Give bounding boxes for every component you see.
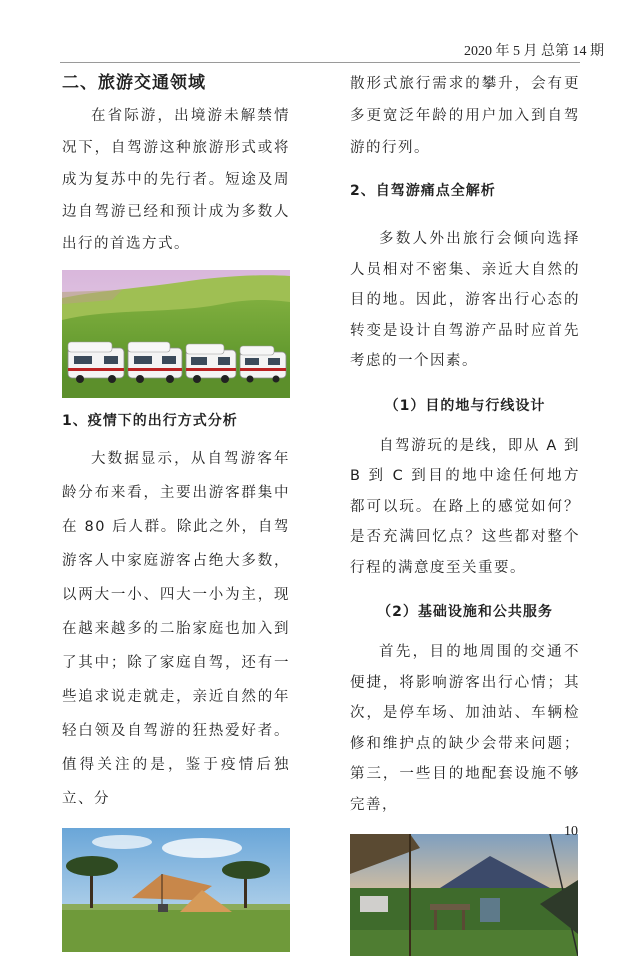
- rv-photo: [62, 270, 290, 398]
- left-column: [62, 68, 290, 952]
- rv-illustration: [62, 270, 290, 398]
- page-number: 10: [564, 824, 578, 839]
- header-divider: [60, 62, 580, 63]
- data-analysis-paragraph: 大数据显示，从自驾游客年龄分布来看，主要出游客群集中在 80 后人群。除此之外，自驾游客人中家庭游客占绝大多数，以两大一小、四大一小为主，现在越来越多的二胎家庭也加入到了其中；除了家庭自驾，还有一些追求说走就走，亲近自然的年轻白领及自驾游的狂热爱好者。值得关注的是，鉴于疫情后独立、分: [62, 451, 290, 807]
- intro-paragraph: 在省际游，出境游未解禁情况下，自驾游这种旅游形式或将成为复苏中的先行者。短途及周边自驾游已经和预计成为多数人出行的首选方式。: [62, 108, 290, 252]
- mountain-camp-illustration: [350, 834, 578, 956]
- issue-header: 2020 年 5 月 总第 14 期: [464, 44, 604, 59]
- pain-points-paragraph: 多数人外出旅行会倾向选择人员相对不密集、亲近大自然的目的地。因此，游客出行心态的转变是设计自驾游产品时应首先考虑的一个因素。: [350, 231, 580, 369]
- subsection-heading-1: 1、疫情下的出行方式分析: [62, 413, 238, 429]
- rv-vehicles: [68, 342, 286, 383]
- section-heading: 二、旅游交通领域: [62, 73, 206, 93]
- camping-photo: [62, 828, 290, 952]
- subsection-heading-destination: （1）目的地与行线设计: [384, 397, 546, 414]
- continued-paragraph: 散形式旅行需求的攀升，会有更多更宽泛年龄的用户加入到自驾游的行列。: [350, 76, 580, 156]
- right-column: [350, 68, 580, 956]
- camping-illustration: [62, 828, 290, 952]
- route-design-paragraph: 自驾游玩的是线，即从 A 到 B 到 C 到目的地中途任何地方都可以玩。在路上的感觉如何？是否充满回忆点？这些都对整个行程的满意度至关重要。: [350, 437, 580, 576]
- section-heading-2: 2、自驾游痛点全解析: [350, 183, 496, 199]
- subsection-heading-infrastructure: （2）基础设施和公共服务: [377, 604, 553, 620]
- infrastructure-paragraph: 首先，目的地周围的交通不便捷，将影响游客出行心情；其次，是停车场、加油站、车辆检修和维护点的缺少会带来问题；第三，一些目的地配套设施不够完善，: [350, 644, 580, 813]
- mountain-camp-photo: [350, 834, 578, 956]
